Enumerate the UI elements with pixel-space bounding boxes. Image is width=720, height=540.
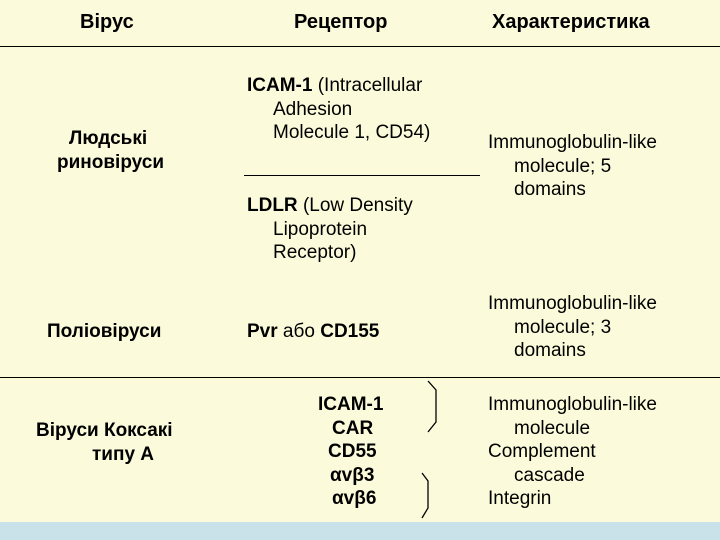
receptor-ldlr-block <box>247 194 413 265</box>
characteristic-line: Integrin <box>488 488 552 509</box>
characteristic-coxsackie <box>488 393 657 511</box>
virus-rhinovirus <box>57 127 215 174</box>
brace-icon <box>428 381 436 432</box>
characteristic-line: Immunoglobulin-like <box>488 132 657 153</box>
receptor-name: CD55 <box>328 441 377 462</box>
characteristic-line: Immunoglobulin-like <box>488 394 657 415</box>
receptor-pvr <box>247 320 379 344</box>
bottom-band <box>0 522 720 540</box>
characteristic-line: Immunoglobulin-like <box>488 293 657 314</box>
header-receptor: Рецептор <box>294 11 388 33</box>
receptor-desc: Lipoprotein <box>273 218 368 240</box>
characteristic-poliovirus <box>488 292 657 363</box>
receptor-divider <box>244 175 480 176</box>
characteristic-line: molecule; 5 <box>514 155 612 177</box>
receptor-desc: (Intracellular <box>317 75 423 96</box>
virus-coxsackie <box>36 419 173 466</box>
receptor-list-coxsackie <box>318 393 383 511</box>
characteristic-line: Complement <box>488 441 596 462</box>
receptor-desc: Adhesion <box>273 98 353 120</box>
receptor-name: αvβ6 <box>332 488 377 509</box>
brace-icon <box>422 473 428 518</box>
characteristic-line: cascade <box>514 464 585 486</box>
virus-line: Віруси Коксакі <box>36 420 173 441</box>
receptor-icam1-block <box>247 74 430 145</box>
header-divider <box>0 46 720 47</box>
bracket-group <box>400 378 440 524</box>
row-divider <box>0 377 720 378</box>
header-characteristic: Характеристика <box>492 11 650 33</box>
receptor-name: CAR <box>332 417 374 439</box>
receptor-name: αvβ3 <box>330 464 375 486</box>
receptor-name: Pvr <box>247 321 278 342</box>
characteristic-line: molecule; 3 <box>514 316 612 338</box>
receptor-name: LDLR <box>247 195 298 216</box>
characteristic-line: domains <box>514 179 586 200</box>
receptor-desc: Molecule 1, CD54) <box>273 122 431 143</box>
header-virus: Вірус <box>80 11 134 33</box>
receptor-name: ICAM-1 <box>247 75 313 96</box>
receptor-desc: (Low Density <box>302 195 413 216</box>
virus-line: Людські <box>69 128 148 149</box>
receptor-desc: Receptor) <box>273 242 357 263</box>
characteristic-line: molecule <box>514 417 591 439</box>
characteristic-line: domains <box>514 340 586 361</box>
receptor-name: ICAM-1 <box>318 394 384 415</box>
virus-line: типу А <box>92 443 155 465</box>
receptor-connector: або <box>282 321 315 342</box>
virus-poliovirus: Поліовіруси <box>47 321 162 342</box>
virus-line: риновіруси <box>57 151 165 173</box>
characteristic-rhinovirus <box>488 131 657 202</box>
receptor-name: CD155 <box>320 321 380 342</box>
